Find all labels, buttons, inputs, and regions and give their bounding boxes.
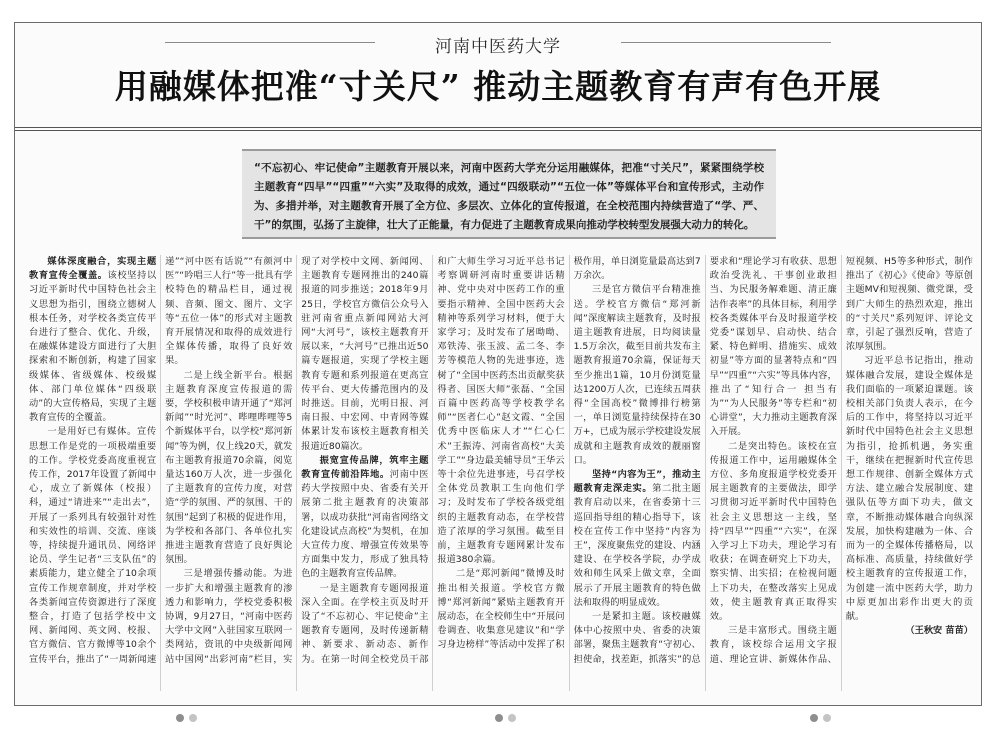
paragraph: 二是“郑河新闻”微博及时推出相关报道。学校官方微博“郑河新闻”紧贴主题教育开展动态，在全校师生中“开展问卷调查、收集意见建议”和“学习身边榜样”等活动中发挥了积极作用，单日浏览量最高达到7万余次。 — [437, 256, 701, 651]
article-header — [15, 23, 981, 133]
paragraph: 三是丰富形式。围绕主题教育，该校综合运用文字报道、理论宣讲、新媒体作品、短视频、H5等多种形式，制作推出了《初心》《使命》等原创主题MV和短视频、微党课，受到广大师生的热烈欢迎，推出的“寸关尺”系列短评、评论文章，引起了强烈反响，营造了浓厚氛围。 — [709, 256, 973, 665]
paragraph: 三是官方微信平台精准推送。学校官方微信“郑河新闻”深度解读主题教育，及时报道主题教育进展，日均阅读量1.5万余次，截至目前共发布主题教育报道70余篇，保证每天至少推出1篇，10月份浏览量达1200万人次，已连续五周获得“全国高校”微博排行榜第一，单日浏览量持续保持在30万+，已成为展示学校建设发展成就和主题教育成效的靓丽窗口。 — [573, 284, 701, 466]
page-indicator-left — [176, 714, 197, 722]
paragraph: 习近平总书记指出，推动媒体融合发展，建设全媒体是我们面临的一项紧迫课题。该校相关部门负责人表示，在今后的工作中，将坚持以习近平新时代中国特色社会主义思想为指引，抢抓机遇，务实重干，继续在把握新时代宣传思想工作规律、创新全媒体方式方法、建立融合发展制度、建强队伍等方面下功夫，做文章，不断推动媒体融合向纵深发展，加快构建融为一体、合而为一的全媒体传播格局，以高标准、高质量，持续做好学校主题教育的宣传报道工作，为创建一流中医药大学，助力中原更加出彩作出更大的贡献。 — [845, 355, 973, 623]
paragraph: 三是增强传播动能。为进一步扩大和增强主题教育的渗透力和影响力，学校党委积极协调，9月27日，“河南中医药大学中文网”入驻国家互联网一类网站，资讯的中央级新闻网站中国网“出彩河南”栏目，实现了对学校中文网、新闻网、主题教育专题网推出的240篇报道的同步推送；2018年9月25日，学校官方微信公众号入驻河南省重点新闻网站大河网“大河号”，该校主题教育开展以来，“大河号”已推出近50篇专题报道，实现了学校主题教育专题和系列报道在更高宣传平台、更大传播范围内的及时推送。目前，光明日报、河南日报、中宏网、中青网等媒体累计发布该校主题教育相关报道近80篇次。 — [165, 256, 429, 665]
author-byline: （王秋安 苗苗） — [905, 625, 973, 637]
dot-icon — [823, 714, 831, 722]
paragraph: 坚持“内容为王”，推动主题教育走深走实。第二批主题教育启动以来，在省委第十三巡回指导组的精心指导下，该校在宣传工作中坚持“内容为王”，深度聚焦党的建设、内涵建设、在学校各学院，办学成效和师生风采上做文章，全面展示了开展主题教育的特色做法和取得的明显成效。 — [573, 469, 701, 608]
school-rule-right — [621, 42, 831, 43]
newspaper-page — [14, 22, 982, 706]
title-rule — [15, 127, 981, 131]
article-title: 用融媒体把准“寸关尺” 推动主题教育有声有色开展 — [114, 67, 882, 106]
paragraph: 一是用好已有媒体。宣传思想工作是党的一项极端重要的工作。学校党委高度重视宣传工作，2017年设置了新闻中心，成立了新媒体（校报）科，通过“请进来”“走出去”，开展了一系列具有较强针对性和实效性的培训、交流、座谈等，持续提升通讯员、网络评论员、学生记者“三支队伍”的素质能力，建立健全了10余项宣传工作规章制度，并对学校各类新闻宣传资源进行了深度整合，打造了包括学校中文网、新闻网、英文网、校报、官方微信、官方微博等10余个宣传平台，推出了“一周新闻速递”“河中医有话说”“有颜河中医”“吟唱三人行”等一批具有学校特色的精品栏目，通过视频、音频、图文、图片、文字等“五位一体”的形式对主题教育开展情况和取得的成效进行全媒体传播，取得了良好效果。 — [29, 256, 293, 665]
page-indicator-right — [810, 714, 831, 722]
section-lead: 振宽宣传品牌，筑牢主题教育宣传前沿阵地。 — [301, 454, 429, 481]
paragraph: 一是紧扣主题。该校融媒体中心按照中央、省委的决策部署，聚焦主题教育“守初心、担使命，找差距，抓落实”的总要求和“理论学习有收获、思想政治受洗礼、干事创业敢担当、为民服务解难题、清正廉洁作表率”的具体目标，利用学校各类媒体平台及时报道学校党委“谋划早、启动快、结合紧、特色鲜明、措施实、成效初显”等方面的显著特点和“四早”“四重”“六实”等具体内容，推出了“知行合一 担当有为”“为人民服务”等专栏和“初心讲堂”，大力推动主题教育深入开展。 — [573, 256, 837, 665]
paragraph: 二是突出特色。该校在宣传报道工作中，运用融媒体全方位、多角度报道学校党委开展主题教育的主要做法，即学习贯彻习近平新时代中国特色社会主义思想这一主线，坚持“四早”“四重”“六实”，在深入学习上下功夫，理论学习有收获；在调查研究上下功夫，察实情、出实招；在检视问题上下功夫，在整改落实上见成效，使主题教育真正取得实效。 — [709, 440, 837, 623]
paragraph: 一是主题教育专题网报道深入全面。在学校主页及时开设了“不忘初心、牢记使命”主题教育专题网，及时传递新精神、新要求、新动态、新作为。在第一时间全校党员干部和广大师生学习习近平总书记考察调研河南时重要讲话精神、党中央对中医药工作的重要指示精神、全国中医药大会精神等系列学习材料，便于大家学习；及时发布了屠呦呦、邓铁涛、张玉波、孟二冬、李芳等模范人物的先进事迹，选树了“全国中医药杰出贡献奖获得者、国医大师”张磊、“全国百篇中医药高等学校教学名师”“医者仁心”赵文霞、“全国优秀中医临床人才”“仁心仁术”王振涛、河南省高校“大美学工”“身边最美辅导员”王华云等十余位先进事迹，号召学校全体党员教职工生向他们学习；及时发布了学校各级党组织的主题教育动态，在学校营造了浓厚的学习氛围。截至目前，主题教育专题网累计发布报道380余篇。 — [301, 256, 565, 665]
article-abstract: “不忘初心、牢记使命”主题教育开展以来，河南中医药大学充分运用融媒体，把准“寸关尺”，紧紧围绕学校主题教育“四早”“四重”“六实”及取得的成效，通过“四级联动”“五位一体”等媒体平台和宣传形式，主动作为、多措并举，对主题教育开展了全方位、多层次、立体化的宣传报道，在全校范围内持续营造了“学、严、干”的氛围，弘扬了主旋律，壮大了正能量，有力促进了主题教育成果向推动学校转型发展强大动力的转化。 — [242, 149, 776, 239]
paragraph: 二是上线全新平台。根据主题教育深度宣传报道的需要，学校积极申请开通了“郑河新闻”“时光河”、哔哩哔哩等5个新媒体平台，以学校“郑河新闻”等为例，仅上线20天，就发布主题教育报道70余篇，阅览量达160万人次，进一步强化了主题教育的宣传力度，对营造“学的氛围、严的氛围、干的氛围”起到了积极的促进作用，为学校和各部门、各单位扎实推进主题教育营造了良好舆论氛围。 — [165, 369, 293, 566]
dot-icon — [495, 714, 503, 722]
dot-icon — [810, 714, 818, 722]
article-body — [29, 255, 973, 691]
paragraph: 振宽宣传品牌，筑牢主题教育宣传前沿阵地。河南中医药大学按照中央、省委有关开展第二批主题教育的决策部署，以成功获批“河南省网络文化建设试点高校”为契机，在加大宣传力度、增强宣传效果等方面集中发力，形成了独具特色的主题教育宣传品牌。 — [301, 454, 429, 580]
section-lead: 坚持“内容为王”，推动主题教育走深走实。 — [573, 469, 701, 495]
page-indicator-center — [495, 714, 516, 722]
school-name: 河南中医药大学 — [435, 37, 561, 57]
paragraph: 媒体深度融合，实现主题教育宣传全覆盖。该校坚持以习近平新时代中国特色社会主义思想为指引，围绕立德树人根本任务，对学校各类宣传平台进行了整合、优化、升级，在融媒体建设方面进行了大胆探索和不断创新，构建了国家级媒体、省级媒体、校级媒体、部门单位媒体“四级联动”的大宣传格局，实现了主题教育宣传的全覆盖。 — [29, 256, 157, 424]
dot-icon — [508, 714, 516, 722]
dot-icon — [189, 714, 197, 722]
dot-icon — [176, 714, 184, 722]
section-lead: 媒体深度融合，实现主题教育宣传全覆盖。 — [29, 256, 157, 282]
